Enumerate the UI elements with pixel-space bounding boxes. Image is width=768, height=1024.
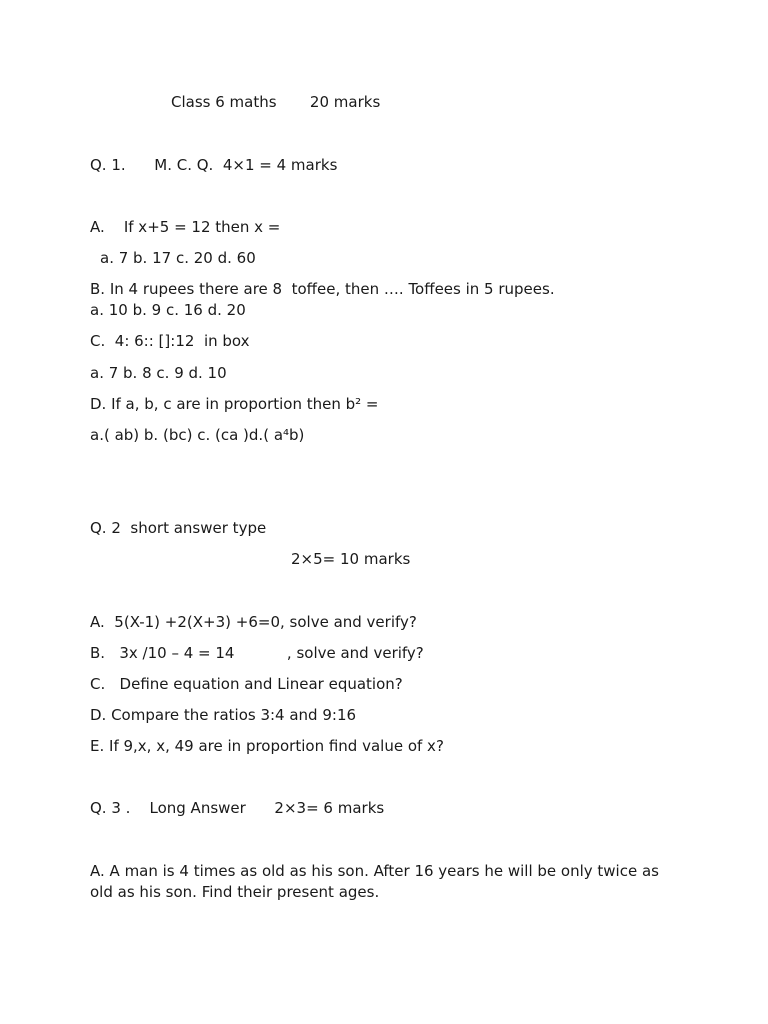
q1-d-options: a.( ab) b. (bc) c. (ca )d.( a⁴b): [90, 426, 305, 444]
q2-item-a: A. 5(X-1) +2(X+3) +6=0, solve and verify?: [90, 613, 417, 631]
q2-item-c: C. Define equation and Linear equation?: [90, 675, 403, 693]
q2-item-b: B. 3x /10 – 4 = 14 , solve and verify?: [90, 644, 424, 662]
q1-a-options: a. 7 b. 17 c. 20 d. 60: [100, 249, 256, 267]
q1-b-options: a. 10 b. 9 c. 16 d. 20: [90, 301, 246, 319]
q1-c-options: a. 7 b. 8 c. 9 d. 10: [90, 364, 227, 382]
q2-item-e: E. If 9,x, x, 49 are in proportion find value of x?: [90, 737, 444, 755]
q1-d-question: D. If a, b, c are in proportion then b² =: [90, 395, 379, 413]
q1-a-question: A. If x+5 = 12 then x =: [90, 218, 281, 236]
q1-c-question: C. 4: 6:: []:12 in box: [90, 332, 250, 350]
q2-heading: Q. 2 short answer type: [90, 519, 267, 537]
q1-heading: Q. 1. M. C. Q. 4×1 = 4 marks: [90, 156, 338, 174]
q2-marks: 2×5= 10 marks: [291, 550, 411, 568]
q3-a-question: A. A man is 4 times as old as his son. After 16 years he will be only twice as old as his son. Find their present ages.: [90, 862, 659, 901]
q3-heading: Q. 3 . Long Answer 2×3= 6 marks: [90, 799, 385, 817]
q2-item-d: D. Compare the ratios 3:4 and 9:16: [90, 706, 357, 724]
paper-title: Class 6 maths 20 marks: [171, 93, 381, 111]
q1-b-question: B. In 4 rupees there are 8 toffee, then …. Toffees in 5 rupees.: [90, 280, 555, 298]
